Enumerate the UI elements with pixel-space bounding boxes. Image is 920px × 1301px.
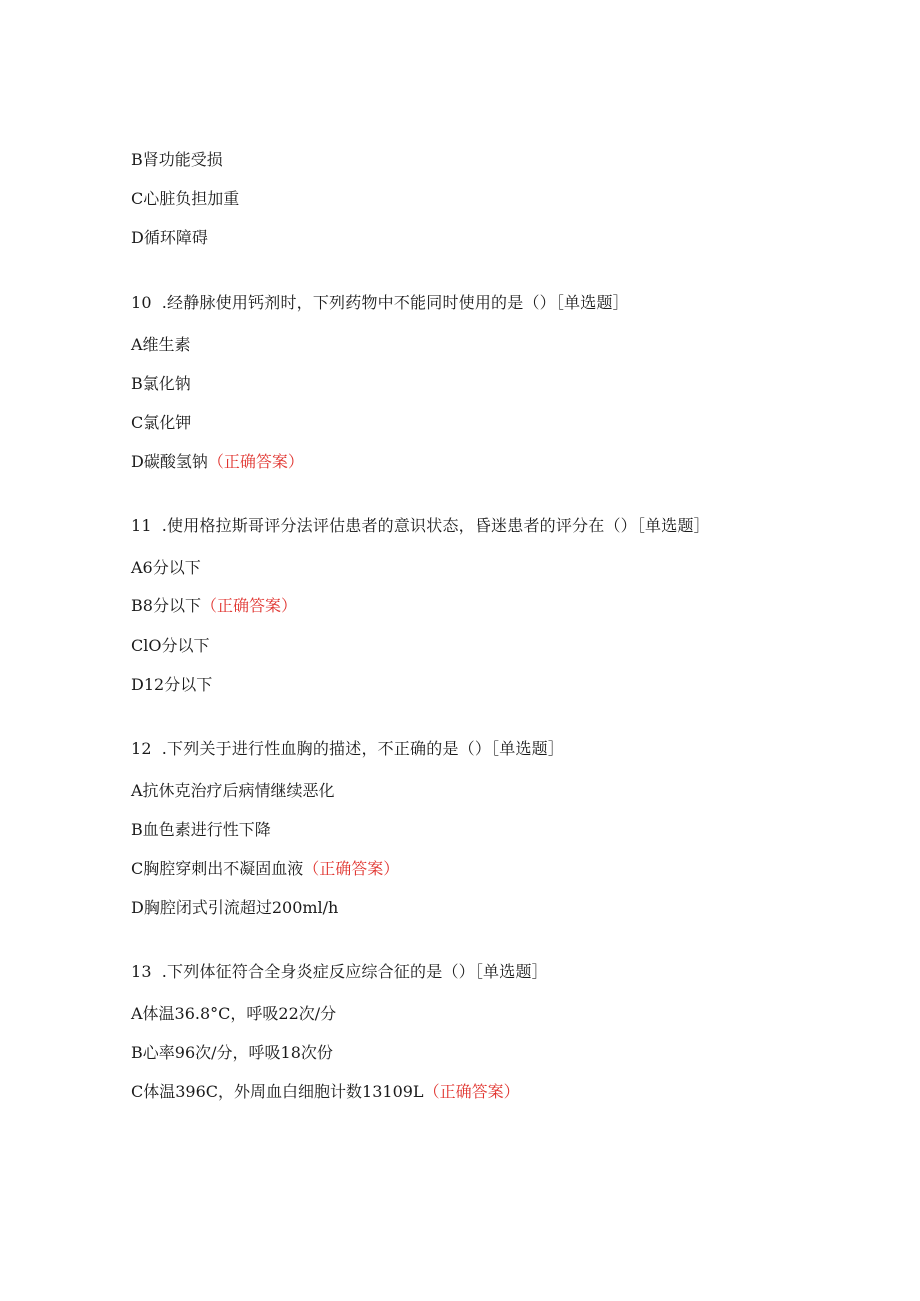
question-10 bbox=[131, 292, 629, 314]
option-text: B血色素进行性下降 bbox=[131, 820, 271, 839]
option-item bbox=[131, 334, 191, 356]
option-item bbox=[131, 897, 338, 919]
option-item bbox=[131, 149, 223, 171]
option-text: C心脏负担加重 bbox=[131, 189, 240, 208]
option-item bbox=[131, 635, 209, 657]
option-item bbox=[131, 412, 191, 434]
option-text: C胸腔穿刺出不凝固血液 bbox=[131, 859, 304, 878]
option-text: C氯化钾 bbox=[131, 413, 192, 432]
question-11 bbox=[131, 515, 710, 537]
option-item bbox=[131, 595, 297, 617]
question-12 bbox=[131, 738, 564, 760]
option-item bbox=[131, 819, 271, 841]
option-text: D碳酸氢钠 bbox=[131, 452, 208, 471]
correct-answer-mark: （正确答案） bbox=[207, 452, 304, 471]
question-text: .下列体征符合全身炎症反应综合征的是（）［单选题］ bbox=[161, 962, 548, 981]
question-number: 11 bbox=[131, 516, 152, 535]
correct-answer-mark: （正确答案） bbox=[200, 596, 297, 615]
option-item bbox=[131, 1003, 336, 1025]
option-text: B8分以下 bbox=[131, 596, 201, 615]
option-text: D12分以下 bbox=[131, 675, 213, 694]
option-item bbox=[131, 557, 201, 579]
question-number: 12 bbox=[131, 739, 152, 758]
correct-answer-mark: （正确答案） bbox=[303, 859, 400, 878]
option-item bbox=[131, 188, 239, 210]
correct-answer-mark: （正确答案） bbox=[423, 1082, 520, 1101]
option-text: B肾功能受损 bbox=[131, 150, 223, 169]
question-13 bbox=[131, 961, 548, 983]
question-text: .下列关于进行性血胸的描述，不正确的是（）［单选题］ bbox=[161, 739, 565, 758]
question-text: .使用格拉斯哥评分法评估患者的意识状态，昏迷患者的评分在（）［单选题］ bbox=[161, 516, 710, 535]
option-item bbox=[131, 674, 212, 696]
question-number: 13 bbox=[131, 962, 152, 981]
option-item bbox=[131, 451, 304, 473]
option-item bbox=[131, 1042, 333, 1064]
option-text: A维生素 bbox=[131, 335, 191, 354]
question-text: .经静脉使用钙剂时，下列药物中不能同时使用的是（）［单选题］ bbox=[161, 293, 629, 312]
option-item bbox=[131, 858, 399, 880]
question-number: 10 bbox=[131, 293, 152, 312]
option-item bbox=[131, 780, 335, 802]
option-item bbox=[131, 1081, 520, 1103]
option-text: D循环障碍 bbox=[131, 228, 208, 247]
option-item bbox=[131, 227, 208, 249]
option-text: A6分以下 bbox=[131, 558, 201, 577]
option-text: A抗休克治疗后病情继续恶化 bbox=[131, 781, 335, 800]
option-text: C体温396C，外周血白细胞计数13109L bbox=[131, 1082, 424, 1101]
option-item bbox=[131, 373, 191, 395]
option-text: B氯化钠 bbox=[131, 374, 191, 393]
option-text: B心率96次/分，呼吸18次份 bbox=[131, 1043, 333, 1062]
option-text: D胸腔闭式引流超过200ml/h bbox=[131, 898, 339, 917]
option-text: ClO分以下 bbox=[131, 636, 210, 655]
option-text: A体温36.8°C，呼吸22次/分 bbox=[131, 1004, 337, 1023]
